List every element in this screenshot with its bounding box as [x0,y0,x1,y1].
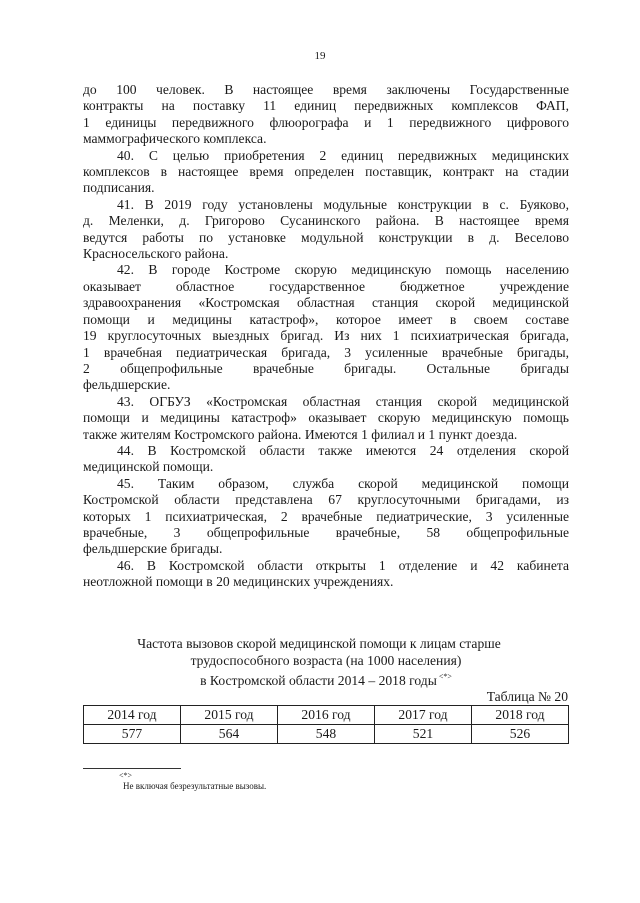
table-header-cell: 2014 год [84,706,181,725]
body-text [83,82,569,591]
text-line: контракты на поставку 11 единиц передвижных комплексов ФАП, [83,98,569,114]
footnote-text: Не включая безрезультатные вызовы. [123,781,267,791]
table-cell: 521 [375,725,472,744]
table-header-row [84,706,569,725]
paragraph-42 [83,262,569,393]
paragraph-continuation [83,82,569,148]
footnote [83,770,569,792]
table-cell: 564 [181,725,278,744]
caption-line-text: в Костромской области 2014 – 2018 годы [200,673,437,689]
table-row [84,725,569,744]
text-line: также жителям Костромского района. Имеются 1 филиал и 1 пункт доезда. [83,426,518,442]
text-line: Костромской области представлена 67 круглосуточными бригадами, из [83,492,569,508]
caption-line: Частота вызовов скорой медицинской помощи к лицам старше [137,636,501,651]
text-line: которых 1 психиатрическая, 2 врачебные педиатрические, 3 усиленные [83,508,569,524]
text-line: 43. ОГБУЗ «Костромская областная станция скорой медицинской [117,393,569,409]
page-number: 19 [314,50,326,62]
table-cell: 526 [472,725,569,744]
table-cell: 577 [84,725,181,744]
text-line: помощи и медицины катастроф» оказывает скорую медицинскую помощь [83,410,569,426]
text-line: 44. В Костромской области также имеются 24 отделения скорой [117,442,569,458]
table-header-cell: 2018 год [472,706,569,725]
paragraph-43 [83,394,569,443]
text-line: оказывает областное государственное бюджетное учреждение [83,278,569,294]
text-line: здравоохранения «Костромская областная станция скорой медицинской [83,295,569,311]
text-line: 1 врачебная педиатрическая бригада, 3 усиленные врачебные бригады, [83,344,569,360]
text-line: Красносельского района. [83,246,229,262]
text-line: 41. В 2019 году установлены модульные конструкции в с. Буяково, [117,196,569,212]
text-line: 2 общепрофильные врачебные бригады. Остальные бригады [83,360,569,376]
text-line: фельдшерские бригады. [83,541,223,557]
text-line: 1 единицы передвижного флюорографа и 1 передвижного цифрового [83,114,569,130]
text-line: до 100 человек. В настоящее время заключены Государственные [83,82,569,97]
text-line: неотложной помощи в 20 медицинских учреждениях. [83,574,394,590]
table-header-cell: 2017 год [375,706,472,725]
text-line: маммографического комплекса. [83,131,267,147]
text-line: врачебные, 3 общепрофильные врачебные, 58 общепрофильные [83,524,569,540]
table-label: Таблица № 20 [486,689,568,704]
paragraph-40 [83,148,569,197]
table-header-cell: 2016 год [278,706,375,725]
text-line: д. Меленки, д. Григорово Сусанинского района. В настоящее время [83,213,569,229]
paragraph-44 [83,443,569,476]
text-line: медицинской помощи. [83,459,214,475]
text-line: помощи и медицины катастроф», которое имеет в своем составе [83,311,569,327]
table-cell: 548 [278,725,375,744]
paragraph-45 [83,476,569,558]
footnote-divider [83,768,181,769]
text-line: комплексов в настоящее время определен поставщик, контракт на стадии [83,164,569,180]
text-line: ведутся работы по установке модульной конструкции в д. Веселово [83,229,569,245]
text-line: подписания. [83,180,155,196]
text-line: 40. С целью приобретения 2 единиц передвижных медицинских [117,147,569,163]
call-frequency-table [83,705,569,744]
text-line: 42. В городе Костроме скорую медицинскую помощь населению [117,262,569,278]
text-line: 19 круглосуточных выездных бригад. Из них 1 психиатрическая бригада, [83,328,569,344]
text-line: 46. В Костромской области открыты 1 отделение и 42 кабинета [117,557,569,573]
paragraph-41 [83,197,569,263]
table-header-cell: 2015 год [181,706,278,725]
footnote-mark: <*> [119,771,133,780]
table-caption [83,636,569,690]
caption-line [83,669,569,690]
text-line: фельдшерские. [83,377,171,393]
footnote-reference: <*> [438,672,452,682]
caption-line: трудоспособного возраста (на 1000 населения) [190,652,462,668]
text-line: 45. Таким образом, служба скорой медицинской помощи [117,475,569,491]
paragraph-46 [83,558,569,591]
